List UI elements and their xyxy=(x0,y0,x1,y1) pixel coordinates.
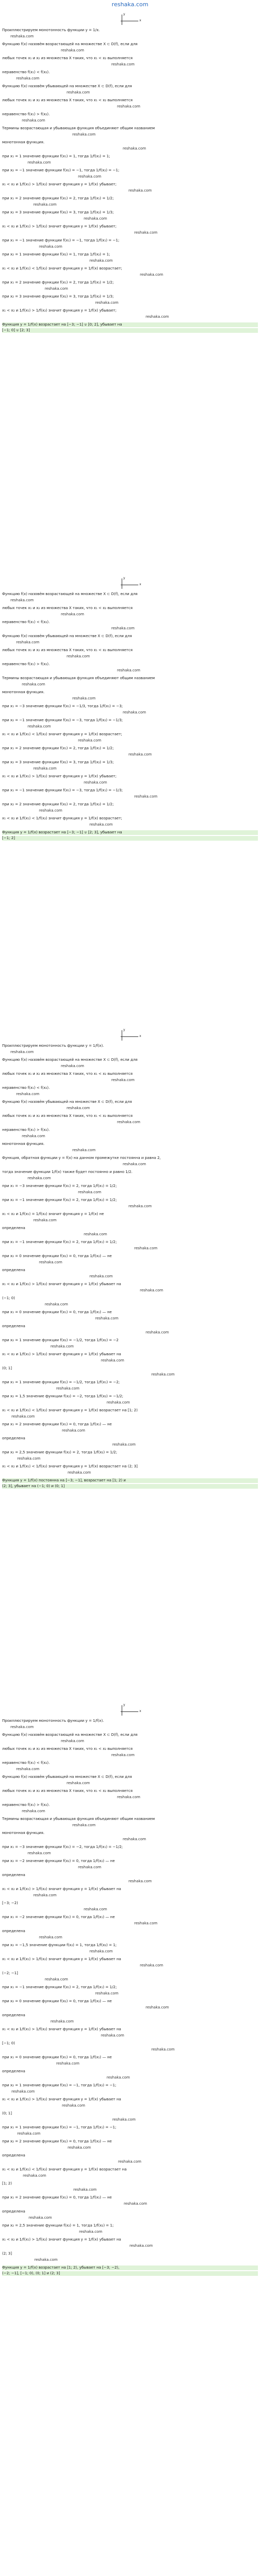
solution-line: при x₁ = 2 значение функции f(x₁) = 0, тогда 1/f(x₁) — не xyxy=(2,1422,112,1426)
solution-line: Функция, обратная функции y = f(x) на данном промежутке постоянна и равна 2, xyxy=(2,1156,161,1160)
y-axis-label: y xyxy=(123,576,125,580)
solution-line: x₁ < x₂ и 1/f(x₁) < 1/f(x₂) значит функция y = 1/f(x) возрастает; xyxy=(2,266,122,271)
watermark: reshaka.com xyxy=(95,301,119,305)
watermark: reshaka.com xyxy=(140,1963,163,1967)
x-axis-label: x xyxy=(139,1034,141,1038)
solution-line: x₁ < x₂ и 1/f(x₁) < 1/f(x₂) значит функция y = 1/f(x) возрастает на [1; 2) xyxy=(2,1408,138,1412)
solution-line: при x₁ = −1 значение функции f(x₁) = −3, тогда 1/f(x₁) = −1/3; xyxy=(2,788,123,792)
watermark: reshaka.com xyxy=(84,217,107,221)
watermark: reshaka.com xyxy=(16,76,40,80)
watermark: reshaka.com xyxy=(45,1302,68,1306)
watermark: reshaka.com xyxy=(67,654,90,658)
watermark: reshaka.com xyxy=(134,1921,158,1925)
solution-line: монотонная функция. xyxy=(2,1831,45,1835)
watermark: reshaka.com xyxy=(107,2075,130,2080)
solution-line: при x₁ = −3 значение функции f(x₁) = −1/3, тогда 1/f(x₁) = −3; xyxy=(2,704,123,708)
watermark: reshaka.com xyxy=(89,259,113,263)
solution-line: Функцию f(x) назовём возрастающей на множестве X ⊂ D(f), если для xyxy=(2,1733,138,1737)
solution-line: определена xyxy=(2,2153,25,2157)
watermark: reshaka.com xyxy=(111,62,135,66)
solution-line: при x₁ = 0 значение функции f(x₁) = 0, тогда 1/f(x₁) — не xyxy=(2,2055,112,2059)
solution-line: любых точек x₁ и x₂ из множества X таких, что x₁ < x₂ выполняется xyxy=(2,98,133,102)
solution-line: при x₁ = 2 значение функции f(x₁) = 2, тогда 1/f(x₁) = 1/2; xyxy=(2,196,114,200)
watermark: reshaka.com xyxy=(151,2047,175,2052)
solution-line: Функцию f(x) назовём возрастающей на множестве X ⊂ D(f), если для xyxy=(2,42,138,46)
solution-line: любых точек x₁ и x₂ из множества X таких, что x₁ < x₂ выполняется xyxy=(2,1747,133,1751)
solution-line: при x₁ = 2 значение функции f(x₁) = 0, тогда 1/f(x₁) — не xyxy=(2,2195,112,2200)
watermark: reshaka.com xyxy=(17,1456,41,1461)
solution-line: (0; 1] xyxy=(2,2111,12,2115)
solution-line: x₁ < x₂ и 1/f(x₁) < 1/f(x₂) значит функция y = 1/f(x) возрастает; xyxy=(2,816,122,820)
watermark: reshaka.com xyxy=(89,822,113,827)
watermark: reshaka.com xyxy=(61,1064,84,1068)
solution-line: при x₁ = 1 значение функции f(x₁) = −1/2, тогда 1/f(x₁) = −2; xyxy=(2,1380,120,1384)
solution-line: [−1; 0) xyxy=(2,2041,15,2045)
watermark: reshaka.com xyxy=(123,1162,146,1166)
watermark: reshaka.com xyxy=(123,146,146,151)
solution-line: Функцию f(x) назовём возрастающей на множестве X ⊂ D(f), если для xyxy=(2,1058,138,1062)
watermark: reshaka.com xyxy=(146,1330,169,1334)
solution-line: при x₂ = 1,5 значение функции f(x₂) = −2, тогда 1/f(x₂) = −1/2; xyxy=(2,1394,123,1398)
solution-line: при x₁ = 1 значение функции f(x₁) = 1, тогда 1/f(x₁) = 1; xyxy=(2,154,110,158)
solution-line: определена xyxy=(2,1324,25,1328)
watermark: reshaka.com xyxy=(95,1991,119,1995)
answer-line: [−1; 0] ∪ [2; 3] xyxy=(2,328,258,333)
watermark: reshaka.com xyxy=(23,2174,46,2178)
solution-line: x₁ < x₂ и 1/f(x₁) > 1/f(x₂) значит функция y = 1/f(x) убывает; xyxy=(2,774,117,778)
watermark: reshaka.com xyxy=(33,203,57,207)
watermark: reshaka.com xyxy=(45,287,68,291)
watermark: reshaka.com xyxy=(50,1344,74,1348)
watermark: reshaka.com xyxy=(89,1949,113,1953)
solution-line: неравенство f(x₁) < f(x₂). xyxy=(2,1086,50,1090)
watermark: reshaka.com xyxy=(124,2202,147,2206)
watermark: reshaka.com xyxy=(56,1386,80,1391)
x-axis-line xyxy=(121,1711,138,1712)
solution-line: x₁ < x₂ и 1/f(x₁) < 1/f(x₂) значит функция y = 1/f(x) возрастает; xyxy=(2,732,122,736)
watermark: reshaka.com xyxy=(11,1414,35,1419)
solution-line: при x₂ = 2,5 значение функции f(x₂) = 1, тогда 1/f(x₂) = 1; xyxy=(2,2223,114,2228)
solution-line: неравенство f(x₁) > f(x₂). xyxy=(2,1803,50,1807)
solution-line: [−3; −2) xyxy=(2,1901,18,1905)
solution-line: неравенство f(x₁) < f(x₂). xyxy=(2,620,50,624)
solution-line: при x₁ = −1 значение функции f(x₁) = 2, тогда 1/f(x₁) = 1/2; xyxy=(2,1240,117,1244)
watermark: reshaka.com xyxy=(117,104,140,109)
watermark: reshaka.com xyxy=(123,710,146,714)
watermark: reshaka.com xyxy=(111,626,135,630)
watermark: reshaka.com xyxy=(56,2061,80,2066)
watermark: reshaka.com xyxy=(151,1372,175,1377)
solution-line: при x₁ = −1 значение функции f(x₁) = −1, тогда 1/f(x₁) = −1; xyxy=(2,238,120,242)
watermark: reshaka.com xyxy=(134,794,158,799)
watermark: reshaka.com xyxy=(112,2118,136,2122)
watermark: reshaka.com xyxy=(10,34,34,38)
solution-line: при x₂ = 2 значение функции f(x₂) = 2, тогда 1/f(x₂) = 1/2; xyxy=(2,802,114,806)
watermark: reshaka.com xyxy=(118,2160,141,2164)
watermark: reshaka.com xyxy=(72,1823,96,1827)
watermark: reshaka.com xyxy=(62,1428,85,1433)
answer-line: (−2; −1], [−1; 0), (0; 1] и (2; 3] xyxy=(2,2271,258,2276)
watermark: reshaka.com xyxy=(79,2230,102,2234)
solution-line: x₁ < x₂ и 1/f(x₁) > 1/f(x₂) значит функция y = 1/f(x) убывает на xyxy=(2,2097,121,2101)
watermark: reshaka.com xyxy=(22,1809,45,1813)
watermark: reshaka.com xyxy=(39,1935,62,1939)
solution-line: определена xyxy=(2,1268,25,1272)
solution-line: x₁ < x₂ и 1/f(x₁) > 1/f(x₂) значит функция y = 1/f(x) убывает на xyxy=(2,1957,121,1961)
watermark: reshaka.com xyxy=(128,188,152,193)
solution-line: при x₂ = 1 значение функции f(x₂) = −1, тогда 1/f(x₂) = −1; xyxy=(2,2083,116,2087)
watermark: reshaka.com xyxy=(72,132,96,137)
solution-line: Функцию f(x) назовём убывающей на множестве X ⊂ D(f), если для xyxy=(2,634,132,638)
watermark: reshaka.com xyxy=(16,1767,40,1771)
watermark: reshaka.com xyxy=(22,682,45,686)
solution-line: при x₁ = −2 значение функции f(x₁) = 0, тогда 1/f(x₁) — не xyxy=(2,1915,115,1919)
watermark: reshaka.com xyxy=(72,1148,96,1152)
watermark: reshaka.com xyxy=(33,1893,57,1897)
solution-line: x₁ < x₂ и 1/f(x₁) > 1/f(x₂) значит функция y = 1/f(x) убывает; xyxy=(2,182,117,186)
solution-line: тогда значение функции 1/f(x) также будет постоянно и равно 1/2. xyxy=(2,1170,133,1174)
solution-line: (0; 1] xyxy=(2,1366,12,1370)
solution-line: Функцию f(x) назовём убывающей на множестве X ⊂ D(f), если для xyxy=(2,1775,132,1779)
solution-line: при x₂ = 3 значение функции f(x₂) = 3, тогда 1/f(x₂) = 1/3; xyxy=(2,760,114,764)
watermark: reshaka.com xyxy=(61,1739,84,1743)
watermark: reshaka.com xyxy=(101,1358,124,1363)
watermark: reshaka.com xyxy=(84,1232,107,1236)
solution-line: любых точек x₁ и x₂ из множества X таких, что x₁ < x₂ выполняется xyxy=(2,56,133,60)
solution-line: Термины возрастающая и убывающая функция объединяют общим названием xyxy=(2,676,155,680)
solution-line: монотонная функция. xyxy=(2,690,45,694)
solution-line: определена xyxy=(2,2013,25,2017)
solution-line: при x₂ = −2 значение функции f(x₂) = 0, тогда 1/f(x₂) — не xyxy=(2,1859,115,1863)
watermark: reshaka.com xyxy=(73,2188,97,2192)
watermark: reshaka.com xyxy=(117,1795,140,1799)
solution-line: x₁ < x₂ и 1/f(x₁) > 1/f(x₂) значит функция y = 1/f(x) убывает на xyxy=(2,1282,121,1286)
solution-line: (−1; 0) xyxy=(2,1296,15,1300)
watermark: reshaka.com xyxy=(67,1106,90,1110)
solution-line: при x₂ = −1,5 значение функции f(x₂) = 1, тогда 1/f(x₂) = 1; xyxy=(2,1943,117,1947)
y-axis-label: y xyxy=(123,1703,125,1707)
solution-line: Функцию f(x) назовём убывающей на множестве X ⊂ D(f), если для xyxy=(2,84,132,88)
solution-line: Функцию f(x) назовём убывающей на множестве X ⊂ D(f), если для xyxy=(2,1100,132,1104)
solution-line: x₁ < x₂ и 1/f(x₁) < 1/f(x₂) значит функция y = 1/f(x) возрастает на xyxy=(2,2167,127,2172)
solution-line: при x₁ = 2 значение функции f(x₁) = 2, тогда 1/f(x₁) = 1/2; xyxy=(2,746,114,750)
watermark: reshaka.com xyxy=(67,1781,90,1785)
watermark: reshaka.com xyxy=(16,640,40,644)
watermark: reshaka.com xyxy=(134,1246,158,1250)
solution-line: при x₂ = 3 значение функции f(x₂) = 3, тогда 1/f(x₂) = 1/3; xyxy=(2,210,114,214)
solution-line: при x₂ = 3 значение функции f(x₂) = 3, тогда 1/f(x₂) = 1/3; xyxy=(2,294,114,299)
watermark: reshaka.com xyxy=(34,2258,58,2262)
solution-line: при x₂ = 1 значение функции f(x₂) = −1/2, тогда 1/f(x₂) = −2 xyxy=(2,1338,119,1342)
solution-line: при x₂ = 2,5 значение функции f(x₂) = 2, тогда 1/f(x₂) = 1/2; xyxy=(2,1450,118,1454)
answer-line: (2; 3], убывает на (−1; 0) и (0; 1] xyxy=(2,1484,258,1489)
solution-line: монотонная функция. xyxy=(2,140,45,144)
watermark: reshaka.com xyxy=(134,231,158,235)
solution-line: (2; 3] xyxy=(2,2251,12,2256)
watermark: reshaka.com xyxy=(78,1865,101,1869)
watermark: reshaka.com xyxy=(39,245,62,249)
watermark: reshaka.com xyxy=(39,1260,62,1264)
watermark: reshaka.com xyxy=(33,1218,57,1222)
watermark: reshaka.com xyxy=(28,1176,51,1180)
solution-line: любых точек x₁ и x₂ из множества X таких, что x₁ < x₂ выполняется xyxy=(2,1789,133,1793)
solution-line: x₁ < x₂ и 1/f(x₁) > 1/f(x₂) значит функция y = 1/f(x) убывает на xyxy=(2,2027,121,2031)
watermark: reshaka.com xyxy=(84,780,107,785)
watermark: reshaka.com xyxy=(39,808,62,813)
solution-line: Проиллюстрируем монотонность функции y = 1/x. xyxy=(2,28,100,32)
solution-line: определена xyxy=(2,1226,25,1230)
solution-line: определена xyxy=(2,2069,25,2073)
watermark: reshaka.com xyxy=(128,1879,152,1883)
watermark: reshaka.com xyxy=(10,1725,34,1729)
watermark: reshaka.com xyxy=(28,1851,51,1855)
solution-line: при x₁ = 2 значение функции f(x₁) = 2, тогда 1/f(x₁) = 1/2; xyxy=(2,280,114,285)
watermark: reshaka.com xyxy=(89,1274,113,1278)
watermark: reshaka.com xyxy=(16,1092,40,1096)
solution-line: при x₂ = −1 значение функции f(x₂) = 2, тогда 1/f(x₂) = 1/2; xyxy=(2,1198,117,1202)
solution-line: x₁ < x₂ и 1/f(x₁) = 1/f(x₂) значит функция y = 1/f(x) не xyxy=(2,1212,104,1216)
solution-line: неравенство f(x₁) > f(x₂). xyxy=(2,1128,50,1132)
x-axis-label: x xyxy=(139,19,141,22)
watermark: reshaka.com xyxy=(61,48,84,52)
solution-line: x₁ < x₂ и 1/f(x₁) > 1/f(x₂) значит функция y = 1/f(x) убывает; xyxy=(2,224,117,228)
watermark: reshaka.com xyxy=(111,1753,135,1757)
solution-line: при x₂ = −1 значение функции f(x₂) = −3, тогда 1/f(x₂) = −1/3; xyxy=(2,718,123,722)
y-axis-label: y xyxy=(123,1028,125,1032)
y-axis-label: y xyxy=(123,12,125,16)
watermark: reshaka.com xyxy=(33,766,57,771)
watermark: reshaka.com xyxy=(146,315,169,319)
solution-line: Функцию f(x) назовём возрастающей на множестве X ⊂ D(f), если для xyxy=(2,592,138,596)
watermark: reshaka.com xyxy=(95,1316,119,1320)
site-header[interactable]: reshaka.com xyxy=(111,1,149,8)
solution-line: Термины возрастающая и убывающая функция объединяют общим названием xyxy=(2,1817,155,1821)
solution-line: при x₂ = 2 значение функции f(x₂) = 0, тогда 1/f(x₂) — не xyxy=(2,2139,112,2143)
solution-line: при x₂ = 1 значение функции f(x₂) = 1, тогда 1/f(x₂) = 1; xyxy=(2,252,110,257)
solution-line: при x₁ = 1 значение функции f(x₁) = −1, тогда 1/f(x₁) = −1; xyxy=(2,2125,116,2129)
watermark: reshaka.com xyxy=(84,1907,107,1911)
solution-line: при x₂ = 0 значение функции f(x₂) = 0, тогда 1/f(x₂) — не xyxy=(2,1999,112,2003)
watermark: reshaka.com xyxy=(68,1471,91,1475)
watermark: reshaka.com xyxy=(10,598,34,602)
watermark: reshaka.com xyxy=(101,2033,124,2038)
answer-line: Функция y = 1/f(x) возрастает на [1; 2), убывает на [−3; −2), xyxy=(2,2265,258,2270)
watermark: reshaka.com xyxy=(128,752,152,757)
solution-line: неравенство f(x₁) > f(x₂). xyxy=(2,112,50,116)
watermark: reshaka.com xyxy=(17,2132,41,2136)
solution-line: определена xyxy=(2,1873,25,1877)
watermark: reshaka.com xyxy=(29,2216,52,2220)
solution-line: определена xyxy=(2,2209,25,2214)
watermark: reshaka.com xyxy=(146,2005,169,2009)
watermark: reshaka.com xyxy=(45,1977,68,1981)
solution-line: при x₁ = 0 значение функции f(x₁) = 0, тогда 1/f(x₁) — не xyxy=(2,1310,112,1314)
watermark: reshaka.com xyxy=(140,1288,163,1292)
watermark: reshaka.com xyxy=(123,1837,146,1841)
watermark: reshaka.com xyxy=(22,1134,45,1138)
watermark: reshaka.com xyxy=(140,273,163,277)
solution-line: любых точек x₁ и x₂ из множества X таких, что x₁ < x₂ выполняется xyxy=(2,648,133,652)
solution-line: монотонная функция. xyxy=(2,1142,45,1146)
solution-line: любых точек x₁ и x₂ из множества X таких, что x₁ < x₂ выполняется xyxy=(2,1114,133,1118)
answer-line: Функция y = 1/f(x) возрастает на [−3; −1] ∪ [2; 3], убывает на xyxy=(2,830,258,835)
watermark: reshaka.com xyxy=(111,1078,135,1082)
watermark: reshaka.com xyxy=(128,1204,152,1208)
solution-line: при x₂ = 0 значение функции f(x₂) = 0, тогда 1/f(x₂) — не xyxy=(2,1254,112,1258)
solution-line: Проиллюстрируем монотонность функции y = 1/f(x). xyxy=(2,1719,104,1723)
solution-line: x₁ < x₂ и 1/f(x₁) < 1/f(x₂) значит функция y = 1/f(x) возрастает на (2; 3] xyxy=(2,1464,138,1468)
answer-line: Функция y = 1/f(x) постоянна на [−3; −1], возрастает на [1; 2) и xyxy=(2,1478,258,1483)
watermark: reshaka.com xyxy=(50,2019,74,2024)
watermark: reshaka.com xyxy=(10,1050,34,1054)
watermark: reshaka.com xyxy=(11,2089,35,2094)
solution-line: при x₁ = −3 значение функции f(x₁) = 2, тогда 1/f(x₁) = 1/2; xyxy=(2,1184,117,1188)
watermark: reshaka.com xyxy=(78,174,101,179)
solution-line: x₁ < x₂ и 1/f(x₁) > 1/f(x₂) значит функция y = 1/f(x) убывает; xyxy=(2,308,117,313)
watermark: reshaka.com xyxy=(62,2103,85,2108)
solution-line: Термины возрастающая и убывающая функция объединяют общим названием xyxy=(2,126,155,130)
watermark: reshaka.com xyxy=(72,696,96,700)
watermark: reshaka.com xyxy=(107,1400,130,1405)
watermark: reshaka.com xyxy=(117,1120,140,1124)
solution-line: любых точек x₁ и x₂ из множества X таких, что x₁ < x₂ выполняется xyxy=(2,606,133,610)
watermark: reshaka.com xyxy=(68,2146,91,2150)
watermark: reshaka.com xyxy=(129,2244,153,2248)
solution-line: неравенство f(x₁) < f(x₂). xyxy=(2,1761,50,1765)
x-axis-line xyxy=(121,1036,138,1037)
watermark: reshaka.com xyxy=(78,1190,101,1194)
x-axis-label: x xyxy=(139,583,141,586)
watermark: reshaka.com xyxy=(117,668,140,672)
solution-line: при x₂ = −1 значение функции f(x₂) = −1, тогда 1/f(x₂) = −1; xyxy=(2,168,120,172)
solution-line: x₁ < x₂ и 1/f(x₁) > 1/f(x₂) значит функция y = 1/f(x) убывает на xyxy=(2,2237,121,2242)
solution-line: неравенство f(x₁) < f(x₂). xyxy=(2,70,50,74)
answer-line: Функция y = 1/f(x) возрастает на [−3; −1] ∪ [0; 2], убывает на xyxy=(2,322,258,327)
solution-line: x₁ < x₂ и 1/f(x₁) > 1/f(x₂) значит функция y = 1/f(x) убывает на xyxy=(2,1352,121,1356)
watermark: reshaka.com xyxy=(22,118,45,123)
solution-line: любых точек x₁ и x₂ из множества X таких, что x₁ < x₂ выполняется xyxy=(2,1072,133,1076)
solution-line: определена xyxy=(2,1436,25,1440)
watermark: reshaka.com xyxy=(67,90,90,95)
solution-line: определена xyxy=(2,1929,25,1933)
watermark: reshaka.com xyxy=(112,1442,136,1447)
answer-line: [−1; 2] xyxy=(2,836,258,841)
watermark: reshaka.com xyxy=(61,612,84,616)
solution-line: x₁ < x₂ и 1/f(x₁) > 1/f(x₂) значит функция y = 1/f(x) убывает на xyxy=(2,1887,121,1891)
solution-line: (−2; −1] xyxy=(2,1971,18,1975)
watermark: reshaka.com xyxy=(28,724,51,729)
solution-line: при x₁ = −3 значение функции f(x₁) = −2, тогда 1/f(x₁) = −1/2; xyxy=(2,1845,123,1849)
solution-line: при x₁ = −1 значение функции f(x₁) = 2, тогда 1/f(x₁) = 1/2; xyxy=(2,1985,117,1989)
solution-line: Проиллюстрируем монотонность функции y = 1/f(x). xyxy=(2,1044,104,1048)
watermark: reshaka.com xyxy=(78,738,101,743)
x-axis-label: x xyxy=(139,1709,141,1713)
solution-line: неравенство f(x₁) > f(x₂). xyxy=(2,662,50,666)
watermark: reshaka.com xyxy=(28,160,51,165)
solution-line: [1; 2) xyxy=(2,2181,12,2186)
